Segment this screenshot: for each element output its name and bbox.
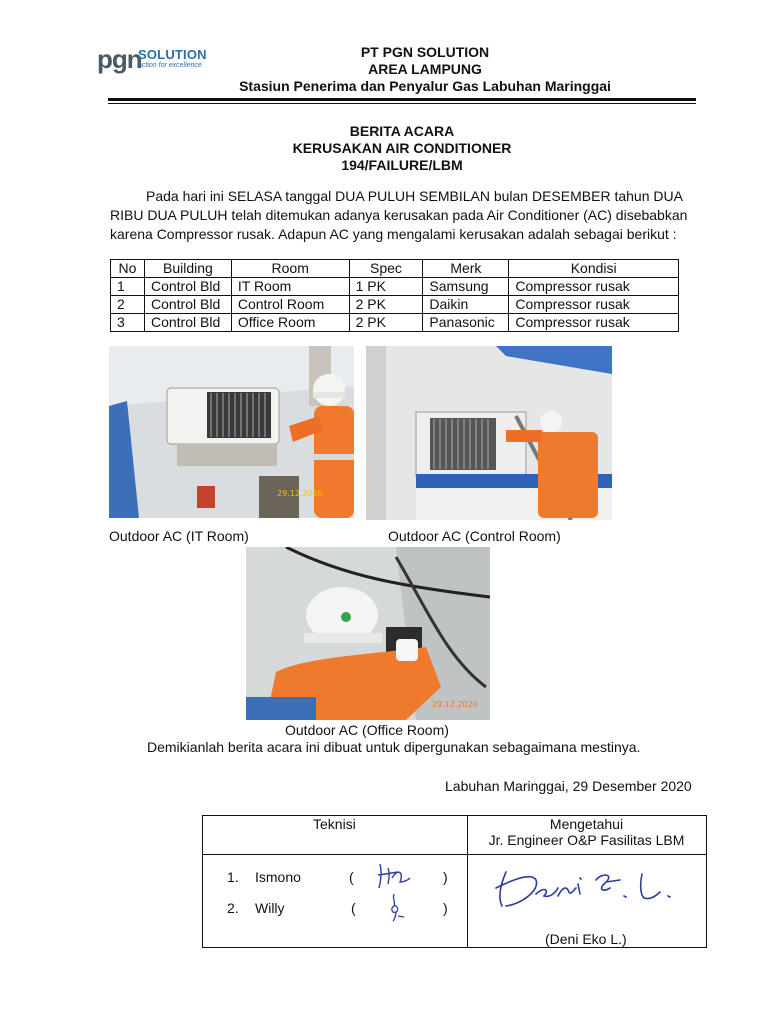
intro-line-2: RIBU DUA PULUH telah ditemukan adanya kerusakan pada Air Conditioner (AC) disebabkan bbox=[110, 207, 688, 223]
company-name: PT PGN SOLUTION bbox=[360, 44, 490, 60]
cell-room: IT Room bbox=[231, 278, 349, 296]
logo-brand: pgn bbox=[97, 44, 142, 74]
technician-1-signature bbox=[374, 860, 414, 890]
caption-office-room: Outdoor AC (Office Room) bbox=[285, 722, 449, 738]
signature-header-divider bbox=[202, 854, 706, 855]
header-rule-thin bbox=[108, 103, 696, 104]
cell-kondisi: Compressor rusak bbox=[509, 314, 679, 332]
col-building: Building bbox=[144, 260, 231, 278]
cell-merk: Samsung bbox=[423, 278, 509, 296]
cell-merk: Daikin bbox=[423, 296, 509, 314]
col-merk: Merk bbox=[423, 260, 509, 278]
company-logo bbox=[97, 44, 207, 78]
table-row bbox=[111, 296, 679, 314]
approval-header: Mengetahui bbox=[549, 816, 624, 832]
logo-name: SOLUTION bbox=[138, 47, 207, 62]
place-date: Labuhan Maringgai, 29 Desember 2020 bbox=[445, 778, 692, 794]
doc-number: 194/FAILURE/LBM bbox=[341, 157, 463, 173]
cell-building: Control Bld bbox=[144, 296, 231, 314]
caption-control-room: Outdoor AC (Control Room) bbox=[388, 528, 561, 544]
technician-2-name: Willy bbox=[255, 900, 285, 916]
cell-spec: 2 PK bbox=[349, 296, 423, 314]
table-header-row bbox=[111, 260, 679, 278]
cell-building: Control Bld bbox=[144, 278, 231, 296]
cell-spec: 2 PK bbox=[349, 314, 423, 332]
cell-room: Control Room bbox=[231, 296, 349, 314]
table-row bbox=[111, 314, 679, 332]
cell-merk: Panasonic bbox=[423, 314, 509, 332]
photo-control-room bbox=[366, 346, 612, 520]
photo-date-stamp: 29.12.2020 bbox=[277, 489, 323, 498]
intro-line-3: karena Compressor rusak. Adapun AC yang mengalami kerusakan adalah sebagai berikut : bbox=[110, 226, 677, 242]
technician-header: Teknisi bbox=[313, 816, 356, 832]
col-kondisi: Kondisi bbox=[509, 260, 679, 278]
ac-damage-table bbox=[110, 259, 679, 332]
cell-no: 1 bbox=[111, 278, 145, 296]
technician-2-signature bbox=[384, 892, 408, 922]
cell-building: Control Bld bbox=[144, 314, 231, 332]
approver-signature bbox=[492, 862, 682, 914]
caption-it-room: Outdoor AC (IT Room) bbox=[109, 528, 249, 544]
technician-2-close-paren: ) bbox=[443, 900, 448, 916]
col-room: Room bbox=[231, 260, 349, 278]
table-row bbox=[111, 278, 679, 296]
company-area: AREA LAMPUNG bbox=[368, 61, 482, 77]
photo-it-room bbox=[109, 346, 354, 518]
col-spec: Spec bbox=[349, 260, 423, 278]
technician-1-open-paren: ( bbox=[349, 869, 354, 885]
header-rule-thick bbox=[108, 98, 696, 101]
closing-statement: Demikianlah berita acara ini dibuat untuk dipergunakan sebagaimana mestinya. bbox=[147, 739, 641, 755]
photo-date-stamp: 29.12.2020 bbox=[432, 700, 478, 709]
cell-room: Office Room bbox=[231, 314, 349, 332]
cell-no: 2 bbox=[111, 296, 145, 314]
approver-title: Jr. Engineer O&P Fasilitas LBM bbox=[488, 832, 685, 848]
technician-2-open-paren: ( bbox=[351, 900, 356, 916]
photo-office-room bbox=[246, 547, 490, 720]
technician-1-close-paren: ) bbox=[443, 869, 448, 885]
intro-line-1: Pada hari ini SELASA tanggal DUA PULUH SEMBILAN bulan DESEMBER tahun DUA bbox=[146, 188, 683, 204]
station-name: Stasiun Penerima dan Penyalur Gas Labuhan Maringgai bbox=[239, 78, 611, 94]
doc-subtitle: KERUSAKAN AIR CONDITIONER bbox=[292, 140, 512, 156]
cell-kondisi: Compressor rusak bbox=[509, 278, 679, 296]
approver-name: (Deni Eko L.) bbox=[545, 931, 627, 947]
cell-spec: 1 PK bbox=[349, 278, 423, 296]
technician-1-name: Ismono bbox=[255, 869, 301, 885]
technician-1-num: 1. bbox=[227, 869, 239, 885]
doc-title: BERITA ACARA bbox=[349, 123, 455, 139]
cell-kondisi: Compressor rusak bbox=[509, 296, 679, 314]
technician-2-num: 2. bbox=[227, 900, 239, 916]
col-no: No bbox=[111, 260, 145, 278]
cell-no: 3 bbox=[111, 314, 145, 332]
logo-tagline: action for excellence bbox=[138, 62, 202, 69]
